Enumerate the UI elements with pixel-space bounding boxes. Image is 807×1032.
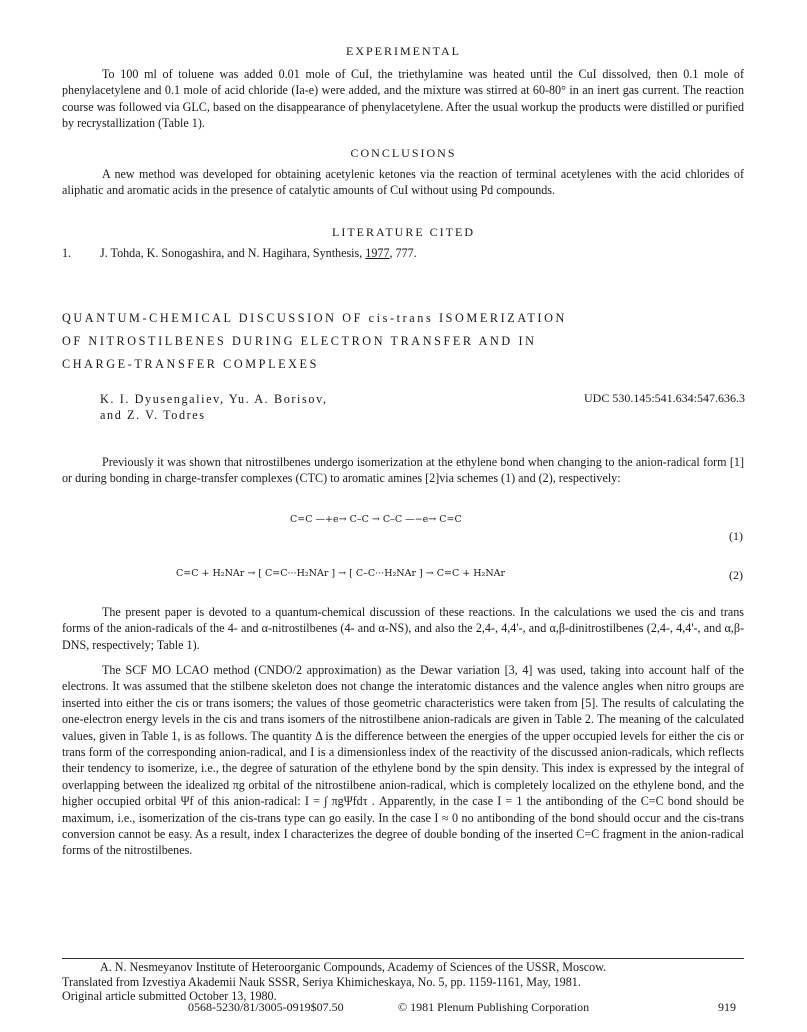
udc-code: UDC 530.145:541.634:547.636.3 [583, 391, 745, 405]
reference-number: 1. [62, 246, 72, 260]
affiliation-footnote [62, 960, 752, 1004]
body-paragraph-3: The SCF MO LCAO method (CNDO/2 approximation) as the Dewar variation [3, 4] was used, taking into account half of the electrons. It was assumed that the stilbene skeleton does not change the interatomic distances and the valence angles when nitro groups are inserted into either the cis or trans isomers; the values of those geometric characteristics were taken from [5]. The results of calculating the one-electron energy levels in the cis and trans isomers of the nitrostilbene anion-radicals are given in Table 2. The meaning of the calculated values, given in Table 1, is as follows. The quantity Δ is the difference between the energies of the upper occupied levels for either the cis or trans form of the corresponding anion-radical, and I is a dimensionless index of the reactivity of the discussed anion-radicals, which reflects their tendency to isomerize, i.e., the degree of saturation of the ethylene bond by the spin density. This index is expressed by the integral of overlapping between the idealized πg orbital of the nitrostilbene anion-radical, which is completely localized on the ethylene bond, and the higher occupied orbital Ψf of this anion-radical: I = ∫ πgΨfdτ . Apparently, in the case I = 1 the antibonding of the C=C bond should be maximum, i.e., isomerization of the cis-trans type can go easily. In the case I ≈ 0 no antibonding of the bond should occur and the cis-trans conversion cannot be easy. As a result, index I characterizes the degree of double bonding of the inserted C=C fragment in the anion-radical forms of the nitrostilbenes. [62, 663, 744, 858]
scheme-1: C=C —+e→ C–C → C–C —−e→ C=C [290, 514, 462, 525]
conclusions-paragraph: A new method was developed for obtaining acetylenic ketones via the reaction of terminal acetylenes with the acid chlorides of aliphatic and aromatic acids in the presence of catalytic amounts of CuI without using Pd compounds. [62, 167, 744, 198]
footer-copyright: © 1981 Plenum Publishing Corporation [398, 1000, 590, 1014]
article-title-line-2: OF NITROSTILBENES DURING ELECTRON TRANSFER AND IN [62, 334, 537, 348]
reference-text-a: J. Tohda, K. Sonogashira, and N. Hagihara, Synthesis, [100, 246, 366, 260]
scheme-2-number: (2) [729, 568, 743, 582]
article-title-line-1: QUANTUM-CHEMICAL DISCUSSION OF cis-trans ISOMERIZATION [62, 311, 567, 325]
reference-text-b: , 777. [389, 246, 417, 260]
footnote-rule [62, 958, 744, 959]
reference-item [62, 246, 417, 261]
authors [100, 391, 328, 423]
scheme-2: C=C + H₂NAr → [ C=C···H₂NAr ] → [ C–C···H₂NAr ] → C=C + H₂NAr [176, 568, 506, 579]
page-number: 919 [718, 1000, 736, 1014]
body-paragraph-2: The present paper is devoted to a quantum-chemical discussion of these reactions. In the calculations we used the cis and trans forms of the anion-radicals of the 4- and α-nitrostilbenes (4- and α-NS), and also the 2,4-, 4,4'-, and α,β-dinitrostilbenes (2,4-, 4,4'-, and α,β-DNS, respectively; Table 1). [62, 605, 744, 652]
literature-heading: LITERATURE CITED [332, 225, 475, 239]
article-title-line-3: CHARGE-TRANSFER COMPLEXES [62, 357, 319, 371]
authors-line-1: K. I. Dyusengaliev, Yu. A. Borisov, [100, 392, 328, 406]
affiliation-line-3: Original article submitted October 13, 1980. [62, 989, 277, 1004]
experimental-paragraph: To 100 ml of toluene was added 0.01 mole of CuI, the triethylamine was heated until the CuI dissolved, then 0.1 mole of phenylacetylene and 0.1 mole of acid chloride (Ia-e) were added, and the mixture was stirred at 60-80° in an inert gas current. The reaction course was followed via GLC, based on the disappearance of phenylacetylene. After the usual workup the products were distilled or purified by recrystallization (Table 1). [62, 67, 744, 131]
affiliation-line-1: A. N. Nesmeyanov Institute of Heteroorganic Compounds, Academy of Sciences of the USSR, Moscow. [100, 960, 607, 974]
authors-line-2: and Z. V. Todres [100, 408, 206, 422]
reference-year: 1977 [365, 246, 390, 260]
scheme-1-number: (1) [729, 529, 743, 543]
experimental-heading: EXPERIMENTAL [345, 44, 462, 58]
conclusions-heading: CONCLUSIONS [350, 146, 457, 160]
intro-paragraph: Previously it was shown that nitrostilbenes undergo isomerization at the ethylene bond when changing to the anion-radical form [1] or during bonding in charge-transfer complexes (CTC) to aromatic amines [2]via schemes (1) and (2), respectively: [62, 455, 744, 486]
footer-code: 0568-5230/81/3005-0919$07.50 [188, 1000, 344, 1014]
affiliation-line-2: Translated from Izvestiya Akademii Nauk SSSR, Seriya Khimicheskaya, No. 5, pp. 1159-1161, May, 1981. [62, 974, 581, 989]
